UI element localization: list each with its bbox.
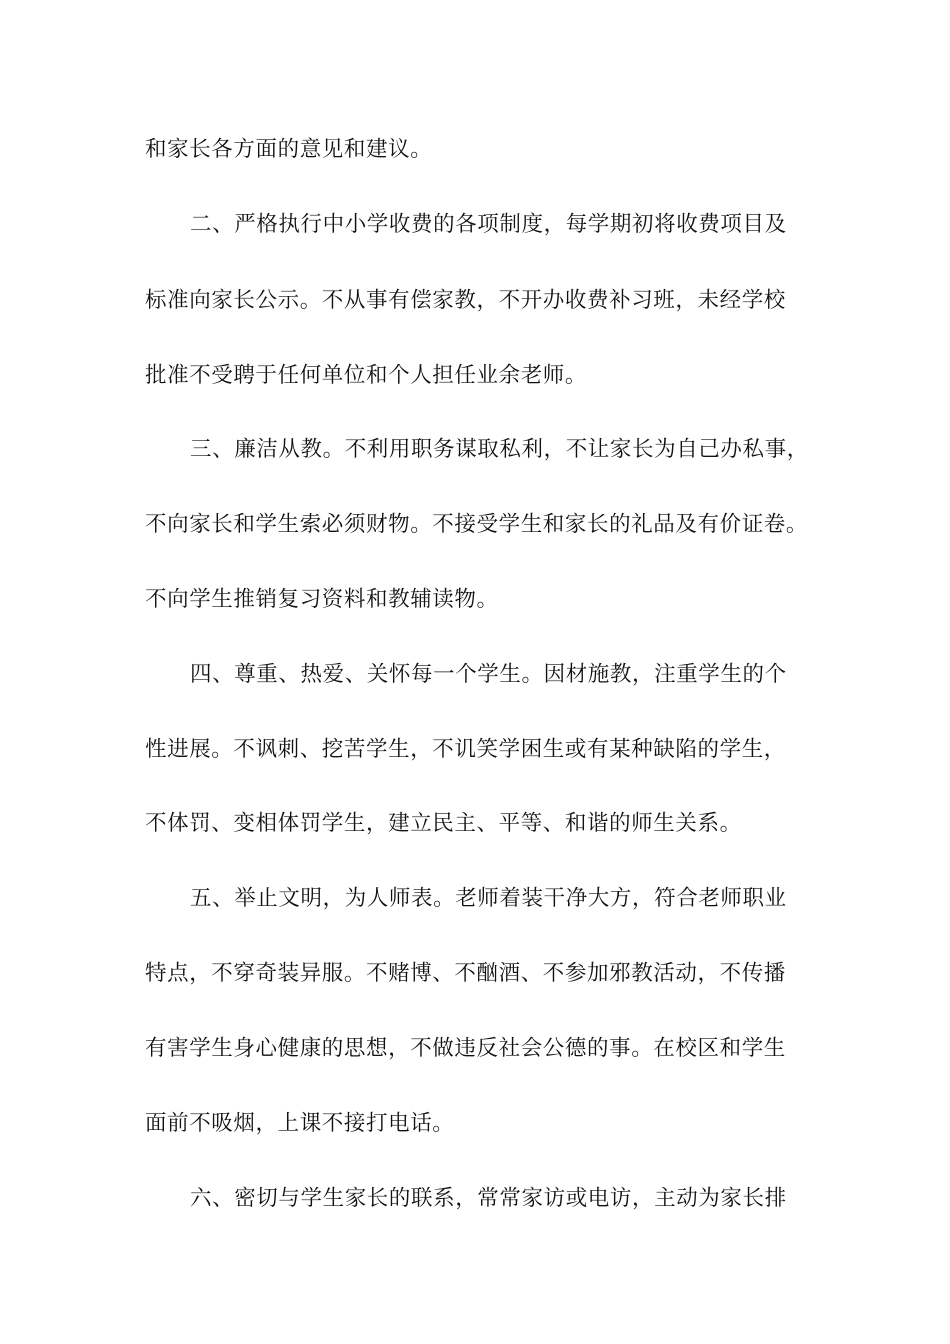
text-line: 有害学生身心健康的思想，不做违反社会公德的事。在校区和学生 — [145, 1036, 786, 1061]
text-line: 性进展。不讽刺、挖苦学生，不讥笑学困生或有某种缺陷的学生， — [145, 737, 786, 762]
paragraph-2-line-1: 二、严格执行中小学收费的各项制度，每学期初将收费项目及 — [190, 212, 787, 237]
paragraph-4-line-1: 四、尊重、热爱、关怀每一个学生。因材施教，注重学生的个 — [190, 662, 787, 687]
text-line: 标准向家长公示。不从事有偿家教，不开办收费补习班，未经学校 — [145, 288, 786, 313]
paragraph-5-line-1: 五、举止文明，为人师表。老师着装干净大方，符合老师职业 — [190, 886, 787, 911]
text-line: 特点，不穿奇装异服。不赌博、不酗酒、不参加邪教活动，不传播 — [145, 961, 786, 986]
text-line: 不向家长和学生索必须财物。不接受学生和家长的礼品及有价证卷。 — [145, 512, 809, 537]
text-line: 批准不受聘于任何单位和个人担任业余老师。 — [145, 363, 588, 388]
paragraph-6-line-1: 六、密切与学生家长的联系，常常家访或电访，主动为家长排 — [190, 1186, 787, 1211]
text-line: 和家长各方面的意见和建议。 — [145, 137, 433, 162]
paragraph-3-line-1: 三、廉洁从教。不利用职务谋取私利，不让家长为自己办私事， — [190, 437, 809, 462]
text-line: 不向学生推销复习资料和教辅读物。 — [145, 587, 499, 612]
text-line: 不体罚、变相体罚学生，建立民主、平等、和谐的师生关系。 — [145, 811, 742, 836]
text-line: 面前不吸烟，上课不接打电话。 — [145, 1111, 455, 1136]
